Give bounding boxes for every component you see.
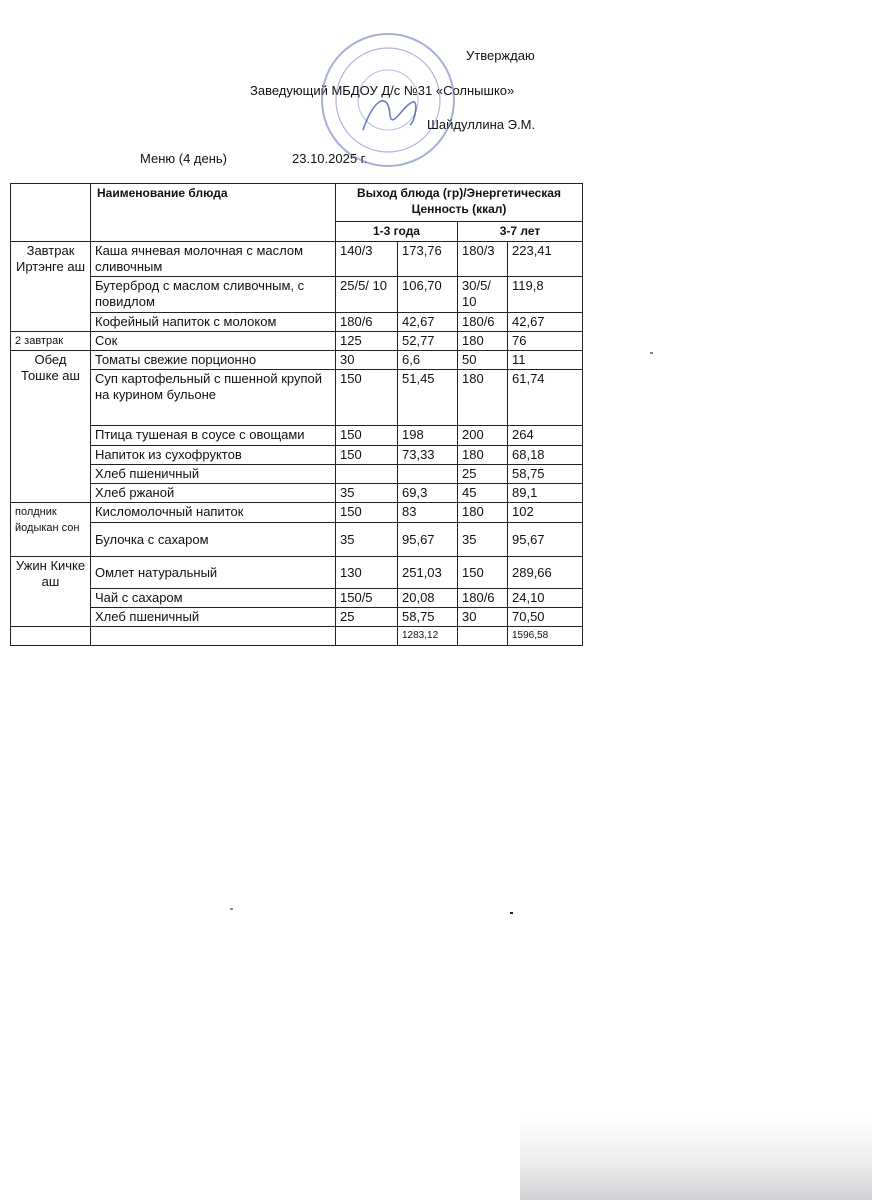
- meal-lunch: Обед Тошке аш: [11, 351, 91, 503]
- dish-name: Птица тушеная в соусе с овощами: [91, 426, 336, 446]
- weight-2: 30: [458, 608, 508, 627]
- age-1-header: 1-3 года: [336, 222, 458, 242]
- energy-2: 102: [508, 503, 583, 523]
- total-energy-1: 1283,12: [398, 627, 458, 646]
- energy-1: 58,75: [398, 608, 458, 627]
- table-row: [11, 313, 583, 332]
- head-title: Заведующий МБДОУ Д/с №31 «Солнышко»: [250, 83, 515, 98]
- energy-1: 6,6: [398, 351, 458, 370]
- head-name: Шайдуллина Э.М.: [427, 117, 536, 132]
- dish-name: Сок: [91, 332, 336, 351]
- weight-2: 200: [458, 426, 508, 446]
- scan-speck: [650, 352, 653, 354]
- energy-2: 70,50: [508, 608, 583, 627]
- energy-2: 24,10: [508, 589, 583, 608]
- dish-name: Кисломолочный напиток: [91, 503, 336, 523]
- totals-row: [11, 627, 583, 646]
- scan-shadow: [520, 1116, 872, 1200]
- energy-1: 106,70: [398, 277, 458, 313]
- dish-name: Суп картофельный с пшенной крупой на курином бульоне: [91, 370, 336, 426]
- weight-1: 180/6: [336, 313, 398, 332]
- weight-1: 150: [336, 370, 398, 426]
- meal-dinner: Ужин Кичке аш: [11, 557, 91, 627]
- energy-2: 89,1: [508, 484, 583, 503]
- table-row: [11, 351, 583, 370]
- weight-2: 30/5/ 10: [458, 277, 508, 313]
- energy-1: 42,67: [398, 313, 458, 332]
- menu-table: [10, 183, 583, 646]
- table-row: [11, 332, 583, 351]
- weight-2: 180: [458, 503, 508, 523]
- table-header-row: [11, 184, 583, 222]
- meal-snack: полдник йодыкан сон: [11, 503, 91, 557]
- energy-2: 264: [508, 426, 583, 446]
- weight-2: 180: [458, 446, 508, 465]
- energy-1: 73,33: [398, 446, 458, 465]
- dish-name: Бутерброд с маслом сливочным, с повидлом: [91, 277, 336, 313]
- table-row: [11, 465, 583, 484]
- table-row: [11, 523, 583, 557]
- total-energy-2: 1596,58: [508, 627, 583, 646]
- weight-2: 180/6: [458, 313, 508, 332]
- weight-1: [336, 465, 398, 484]
- weight-2: 180/3: [458, 242, 508, 277]
- age-2-header: 3-7 лет: [458, 222, 583, 242]
- col-output-header: Выход блюда (гр)/Энергетическая Ценность (ккал): [336, 184, 583, 222]
- dish-name: Хлеб ржаной: [91, 484, 336, 503]
- dish-name: Омлет натуральный: [91, 557, 336, 589]
- dish-name: Томаты свежие порционно: [91, 351, 336, 370]
- energy-1: 95,67: [398, 523, 458, 557]
- table-row: [11, 277, 583, 313]
- approve-label: Утверждаю: [466, 48, 535, 63]
- table-row: [11, 446, 583, 465]
- energy-1: 173,76: [398, 242, 458, 277]
- table-row: [11, 242, 583, 277]
- weight-1: 25: [336, 608, 398, 627]
- energy-2: 68,18: [508, 446, 583, 465]
- weight-1: 140/3: [336, 242, 398, 277]
- weight-1: 35: [336, 523, 398, 557]
- weight-1: 150: [336, 426, 398, 446]
- meal-breakfast2: 2 завтрак: [11, 332, 91, 351]
- dish-name: Булочка с сахаром: [91, 523, 336, 557]
- energy-1: 198: [398, 426, 458, 446]
- menu-day: Меню (4 день): [140, 151, 228, 166]
- signature-icon: [363, 101, 416, 130]
- dish-name: Чай с сахаром: [91, 589, 336, 608]
- weight-2: 180: [458, 370, 508, 426]
- table-row: [11, 608, 583, 627]
- official-stamp: [318, 30, 458, 170]
- energy-1: [398, 465, 458, 484]
- table-row: [11, 557, 583, 589]
- weight-2: 150: [458, 557, 508, 589]
- energy-2: 223,41: [508, 242, 583, 277]
- energy-2: 58,75: [508, 465, 583, 484]
- dish-name: Хлеб пшеничный: [91, 465, 336, 484]
- weight-1: 150/5: [336, 589, 398, 608]
- energy-2: 61,74: [508, 370, 583, 426]
- energy-2: 95,67: [508, 523, 583, 557]
- weight-2: 180: [458, 332, 508, 351]
- dish-name: Кофейный напиток с молоком: [91, 313, 336, 332]
- energy-2: 76: [508, 332, 583, 351]
- table-row: [11, 426, 583, 446]
- energy-1: 251,03: [398, 557, 458, 589]
- scan-speck: [230, 908, 233, 910]
- energy-2: 289,66: [508, 557, 583, 589]
- weight-2: 180/6: [458, 589, 508, 608]
- weight-2: 25: [458, 465, 508, 484]
- weight-1: 35: [336, 484, 398, 503]
- dish-name: Каша ячневая молочная с маслом сливочным: [91, 242, 336, 277]
- dish-name: Хлеб пшеничный: [91, 608, 336, 627]
- scan-speck: [510, 912, 513, 914]
- energy-2: 42,67: [508, 313, 583, 332]
- energy-1: 52,77: [398, 332, 458, 351]
- energy-1: 69,3: [398, 484, 458, 503]
- weight-1: 25/5/ 10: [336, 277, 398, 313]
- weight-1: 125: [336, 332, 398, 351]
- weight-1: 30: [336, 351, 398, 370]
- menu-date: 23.10.2025 г.: [292, 151, 368, 166]
- weight-1: 130: [336, 557, 398, 589]
- energy-1: 51,45: [398, 370, 458, 426]
- energy-2: 119,8: [508, 277, 583, 313]
- weight-2: 35: [458, 523, 508, 557]
- weight-1: 150: [336, 503, 398, 523]
- energy-2: 11: [508, 351, 583, 370]
- empty-header-cell: [11, 184, 91, 242]
- energy-1: 20,08: [398, 589, 458, 608]
- energy-1: 83: [398, 503, 458, 523]
- weight-2: 45: [458, 484, 508, 503]
- weight-1: 150: [336, 446, 398, 465]
- weight-2: 50: [458, 351, 508, 370]
- table-row: [11, 503, 583, 523]
- table-row: [11, 484, 583, 503]
- table-row: [11, 370, 583, 426]
- col-name-header: Наименование блюда: [91, 184, 336, 242]
- dish-name: Напиток из сухофруктов: [91, 446, 336, 465]
- table-row: [11, 589, 583, 608]
- meal-breakfast: Завтрак Иртэнге аш: [11, 242, 91, 332]
